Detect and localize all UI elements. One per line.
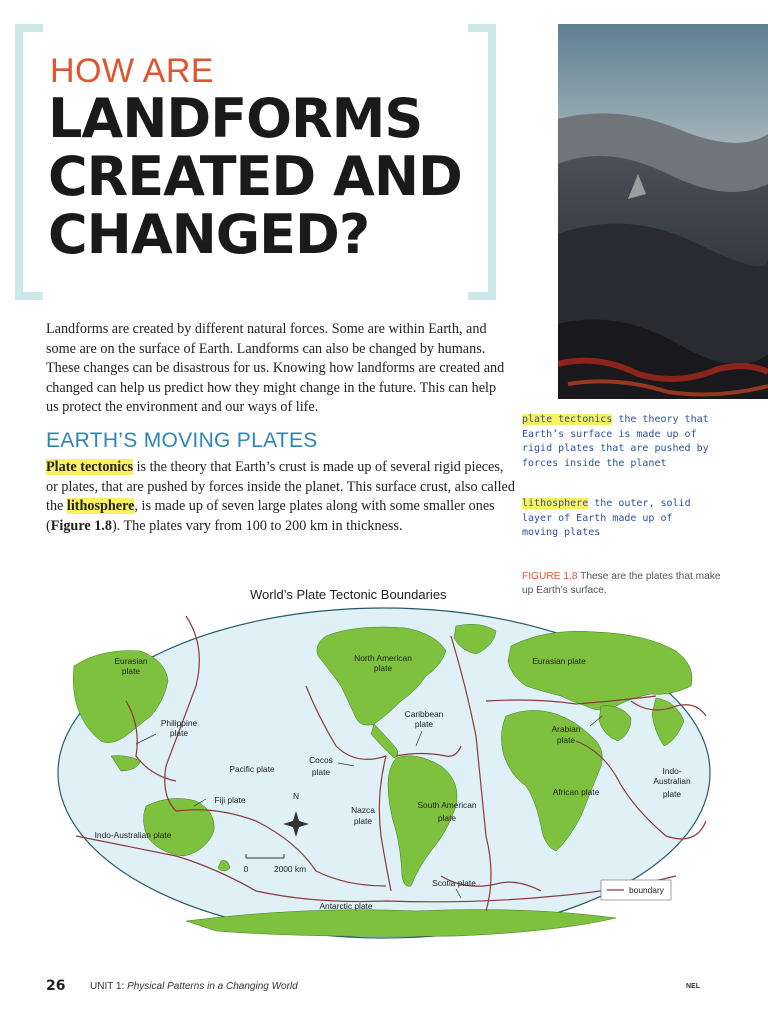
body-text-3: ). The plates vary from 100 to 200 km in thickness.: [111, 517, 403, 534]
label-philippine-l1: Philippine: [160, 718, 198, 728]
page-number: 26: [46, 978, 66, 994]
body-paragraph: [46, 458, 516, 536]
label-south-american-l1: South American: [417, 800, 477, 810]
label-cocos-l2: plate: [311, 767, 331, 777]
body-text-2: , is made up of seven large plates along with some smaller ones (: [46, 498, 495, 534]
label-indo-australian-east-l1: Indo-: [662, 766, 682, 776]
title-kicker: HOW ARE: [50, 52, 215, 90]
label-north-american-l1: North American: [354, 653, 412, 663]
figure-caption: [522, 570, 722, 598]
page-title: LANDFORMS CREATED AND CHANGED?: [48, 87, 462, 266]
section-heading: EARTH’S MOVING PLATES: [46, 429, 318, 452]
label-indo-australian-east-l2: Australian: [653, 776, 691, 786]
glossary-term: lithosphere: [522, 498, 589, 509]
label-african: African plate: [552, 787, 600, 797]
map-title: World’s Plate Tectonic Boundaries: [250, 587, 447, 602]
volcano-photo: [558, 24, 768, 399]
label-cocos-l1: Cocos: [309, 755, 333, 765]
label-arabian-l1: Arabian: [551, 724, 581, 734]
scale-end-label: 2000 km: [273, 864, 307, 874]
legend-label: boundary: [629, 885, 664, 895]
term-plate-tectonics: Plate tectonics: [46, 459, 134, 475]
unit-title: Physical Patterns in a Changing World: [127, 981, 298, 992]
label-north-american-l2: plate: [373, 663, 393, 673]
label-south-american-l2: plate: [437, 813, 457, 823]
title-bracket-left: [15, 24, 43, 300]
compass-north-label: N: [292, 791, 300, 801]
label-indo-australian-west: Indo-Australian plate: [94, 830, 172, 840]
label-scotia: Scotia plate: [432, 878, 476, 888]
figure-reference: Figure 1.8: [50, 517, 112, 534]
label-fiji: Fiji plate: [214, 795, 246, 805]
glossary-definition: the theory that Earth’s surface is made up of rigid plates that are pushed by forces inside the planet: [522, 414, 709, 469]
label-eurasian-west-l1: Eurasian: [114, 656, 148, 666]
label-pacific: Pacific plate: [229, 764, 275, 774]
glossary-term: plate tectonics: [522, 414, 613, 425]
term-lithosphere: lithosphere: [66, 498, 135, 515]
figure-label: FIGURE 1.8: [522, 571, 578, 582]
footer-unit: UNIT 1: Physical Patterns in a Changing World: [90, 981, 298, 992]
label-eurasian-west-l2: plate: [121, 666, 141, 676]
intro-paragraph: Landforms are created by different natural forces. Some are within Earth, and some are on the surface of Earth. Landforms can also be changed by humans. These changes can be disastrous for us. Knowing how landforms are created and changed can help us predict how they might change in the future. This can help us protect the environment and our ways of life.: [46, 321, 505, 416]
glossary-lithosphere: [522, 497, 712, 541]
plate-tectonic-map: [56, 606, 712, 940]
volcano-photo-image: [558, 24, 768, 399]
publisher-mark: NEL: [686, 983, 700, 990]
label-caribbean-l2: plate: [414, 719, 434, 729]
glossary-definition: the outer, solid layer of Earth made up of moving plates: [522, 498, 691, 538]
figure-caption-text: These are the plates that make up Earth’s surface.: [522, 571, 721, 596]
label-philippine-l2: plate: [169, 728, 189, 738]
scale-start-label: 0: [243, 864, 249, 874]
label-antarctic: Antarctic plate: [319, 901, 373, 911]
label-indo-australian-east-l3: plate: [662, 789, 682, 799]
label-nazca-l1: Nazca: [351, 805, 375, 815]
map-legend: [601, 880, 671, 900]
body-text-1: is the theory that Earth’s crust is made up of several rigid pieces, or plates, that are pushed by forces inside the planet. This surface crust, also called the: [46, 459, 515, 515]
label-nazca-l2: plate: [353, 816, 373, 826]
label-eurasian-east: Eurasian plate: [532, 656, 586, 666]
glossary-plate-tectonics: [522, 413, 712, 471]
unit-label: UNIT 1: [90, 981, 122, 992]
label-arabian-l2: plate: [556, 735, 576, 745]
label-caribbean-l1: Caribbean: [404, 709, 444, 719]
